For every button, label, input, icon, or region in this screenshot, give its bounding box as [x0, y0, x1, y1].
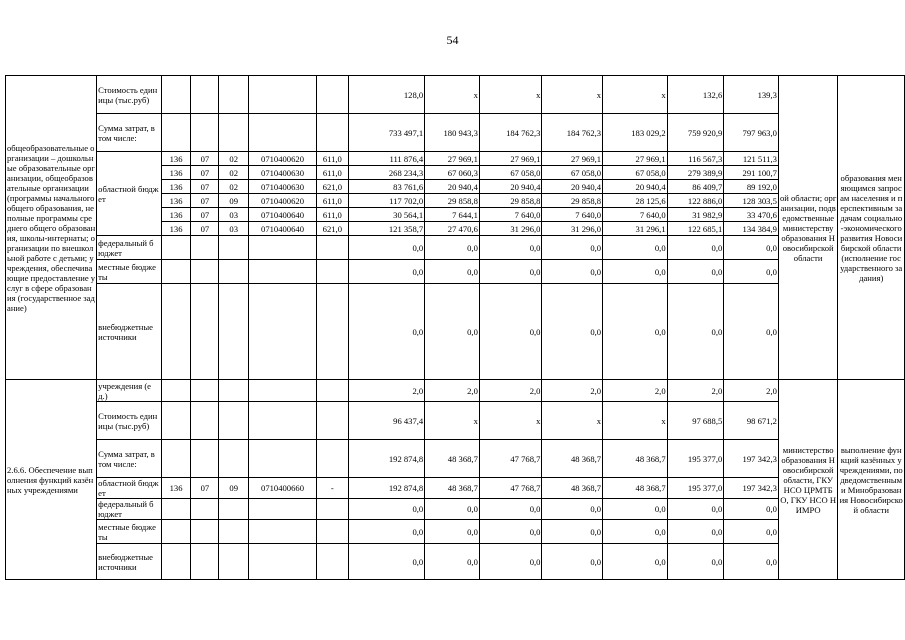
amount-cell: 20 940,4	[603, 180, 668, 194]
amount-cell: х	[603, 76, 668, 114]
expected-result-cell: выполнение функций казённых учреждениями, подведомственными Минобразования Новосибирской области	[838, 380, 905, 580]
funding-source-label: областной бюджет	[97, 152, 161, 236]
amount-cell: 0,0	[425, 520, 480, 544]
section-code-cell	[191, 544, 219, 580]
subsection-code-cell: 03	[219, 208, 249, 222]
amount-cell: 0,0	[425, 284, 480, 380]
subsection-code-cell	[219, 499, 249, 520]
amount-cell: 0,0	[479, 236, 542, 260]
amount-cell: 48 368,7	[542, 478, 603, 499]
subsection-code-cell	[219, 260, 249, 284]
amount-cell: 180 943,3	[425, 114, 480, 152]
table-row	[6, 260, 905, 284]
executor-cell: ой области; организации, подведомственные министерству образования Новосибирской области	[778, 76, 838, 380]
subsection-code-cell	[219, 520, 249, 544]
amount-cell: 0,0	[542, 544, 603, 580]
subsection-code-cell	[219, 236, 249, 260]
amount-cell: 20 940,4	[479, 180, 542, 194]
amount-cell: 197 342,3	[724, 478, 779, 499]
amount-cell: 0,0	[603, 236, 668, 260]
grbs-code-cell	[161, 114, 191, 152]
target-article-cell: 0710400630	[249, 166, 317, 180]
section-code-cell	[191, 499, 219, 520]
subsection-code-cell: 03	[219, 222, 249, 236]
section-code-cell: 07	[191, 194, 219, 208]
executor-cell: министерство образования Новосибирской области, ГКУ НСО ЦРМТБО, ГКУ НСО НИМРО	[778, 380, 838, 580]
amount-cell: 20 940,4	[542, 180, 603, 194]
target-article-cell: 0710400640	[249, 222, 317, 236]
amount-cell: 0,0	[348, 284, 424, 380]
expense-type-cell: 611,0	[316, 208, 348, 222]
subsection-code-cell	[219, 440, 249, 478]
expense-type-cell	[316, 114, 348, 152]
budget-table	[5, 75, 905, 580]
amount-cell: 0,0	[348, 236, 424, 260]
amount-cell: 0,0	[542, 260, 603, 284]
target-article-cell: 0710400620	[249, 152, 317, 166]
expense-type-cell	[316, 260, 348, 284]
amount-cell: 0,0	[479, 499, 542, 520]
expense-type-cell: 611,0	[316, 152, 348, 166]
expense-type-cell	[316, 402, 348, 440]
amount-cell: 0,0	[603, 284, 668, 380]
activity-name-cell: общеобразовательные организации – дошкольные образовательные организации, общеобразовательные организации (программы начального общего образования, неполные программы среднего общего образования, школы-интернаты; организации по внешкольной работе с детьми; учреждения, обеспечивающие предоставление услуг в сфере образования (государственное задание)	[6, 76, 97, 380]
target-article-cell	[249, 114, 317, 152]
amount-cell: 48 368,7	[603, 440, 668, 478]
subsection-code-cell	[219, 402, 249, 440]
amount-cell: 0,0	[667, 520, 724, 544]
amount-cell: 192 874,8	[348, 478, 424, 499]
amount-cell: 2,0	[348, 380, 424, 402]
subsection-code-cell	[219, 76, 249, 114]
amount-cell: 192 874,8	[348, 440, 424, 478]
amount-cell: 31 296,0	[479, 222, 542, 236]
amount-cell: 195 377,0	[667, 478, 724, 499]
amount-cell: 121 358,7	[348, 222, 424, 236]
amount-cell: 0,0	[724, 236, 779, 260]
amount-cell: 128 303,5	[724, 194, 779, 208]
section-code-cell	[191, 440, 219, 478]
amount-cell: 0,0	[667, 260, 724, 284]
amount-cell: 0,0	[348, 260, 424, 284]
amount-cell: 797 963,0	[724, 114, 779, 152]
grbs-code-cell	[161, 520, 191, 544]
grbs-code-cell: 136	[161, 222, 191, 236]
amount-cell: 0,0	[425, 499, 480, 520]
expense-type-cell	[316, 499, 348, 520]
amount-cell: 0,0	[603, 260, 668, 284]
target-article-cell	[249, 236, 317, 260]
amount-cell: 0,0	[542, 499, 603, 520]
amount-cell: 0,0	[542, 520, 603, 544]
section-code-cell	[191, 520, 219, 544]
amount-cell: 31 982,9	[667, 208, 724, 222]
amount-cell: 29 858,8	[425, 194, 480, 208]
expense-type-cell	[316, 236, 348, 260]
target-article-cell	[249, 284, 317, 380]
amount-cell: 96 437,4	[348, 402, 424, 440]
amount-cell: 29 858,8	[479, 194, 542, 208]
amount-cell: 134 384,9	[724, 222, 779, 236]
amount-cell: 0,0	[724, 260, 779, 284]
expense-type-cell	[316, 380, 348, 402]
table-row	[6, 284, 905, 380]
amount-cell: 27 969,1	[603, 152, 668, 166]
amount-cell: 0,0	[348, 520, 424, 544]
table-row	[6, 76, 905, 114]
amount-cell: 83 761,6	[348, 180, 424, 194]
amount-cell: х	[542, 76, 603, 114]
amount-cell: 0,0	[425, 544, 480, 580]
amount-cell: 33 470,6	[724, 208, 779, 222]
amount-cell: 0,0	[479, 544, 542, 580]
amount-cell: 128,0	[348, 76, 424, 114]
amount-cell: 48 368,7	[603, 478, 668, 499]
grbs-code-cell	[161, 76, 191, 114]
amount-cell: 0,0	[542, 284, 603, 380]
grbs-code-cell: 136	[161, 180, 191, 194]
funding-source-label: Стоимость единицы (тыс.руб)	[97, 402, 161, 440]
amount-cell: 0,0	[479, 284, 542, 380]
amount-cell: 0,0	[724, 544, 779, 580]
subsection-code-cell	[219, 380, 249, 402]
amount-cell: х	[542, 402, 603, 440]
table-row	[6, 440, 905, 478]
section-code-cell: 07	[191, 478, 219, 499]
amount-cell: 0,0	[425, 260, 480, 284]
amount-cell: 139,3	[724, 76, 779, 114]
table-row	[6, 114, 905, 152]
subsection-code-cell	[219, 114, 249, 152]
target-article-cell	[249, 380, 317, 402]
amount-cell: 30 564,1	[348, 208, 424, 222]
amount-cell: 89 192,0	[724, 180, 779, 194]
amount-cell: 2,0	[425, 380, 480, 402]
section-code-cell	[191, 236, 219, 260]
amount-cell: 20 940,4	[425, 180, 480, 194]
amount-cell: 0,0	[667, 284, 724, 380]
amount-cell: 121 511,3	[724, 152, 779, 166]
expense-type-cell	[316, 544, 348, 580]
subsection-code-cell: 02	[219, 152, 249, 166]
target-article-cell	[249, 76, 317, 114]
grbs-code-cell	[161, 236, 191, 260]
amount-cell: 117 702,0	[348, 194, 424, 208]
amount-cell: 48 368,7	[542, 440, 603, 478]
subsection-code-cell: 09	[219, 478, 249, 499]
grbs-code-cell	[161, 499, 191, 520]
subsection-code-cell: 02	[219, 166, 249, 180]
amount-cell: 2,0	[667, 380, 724, 402]
amount-cell: х	[479, 402, 542, 440]
grbs-code-cell: 136	[161, 208, 191, 222]
amount-cell: 0,0	[667, 544, 724, 580]
grbs-code-cell: 136	[161, 152, 191, 166]
grbs-code-cell	[161, 402, 191, 440]
target-article-cell: 0710400620	[249, 194, 317, 208]
amount-cell: 0,0	[479, 260, 542, 284]
amount-cell: 67 058,0	[603, 166, 668, 180]
amount-cell: 47 768,7	[479, 440, 542, 478]
amount-cell: 2,0	[479, 380, 542, 402]
amount-cell: 132,6	[667, 76, 724, 114]
amount-cell: 97 688,5	[667, 402, 724, 440]
amount-cell: 291 100,7	[724, 166, 779, 180]
amount-cell: 184 762,3	[479, 114, 542, 152]
funding-source-label: учреждения (ед.)	[97, 380, 161, 402]
grbs-code-cell: 136	[161, 478, 191, 499]
amount-cell: 67 058,0	[542, 166, 603, 180]
table-row	[6, 544, 905, 580]
amount-cell: 2,0	[724, 380, 779, 402]
subsection-code-cell	[219, 544, 249, 580]
expense-type-cell: 621,0	[316, 222, 348, 236]
section-code-cell: 07	[191, 152, 219, 166]
amount-cell: х	[603, 402, 668, 440]
amount-cell: 0,0	[479, 520, 542, 544]
expense-type-cell	[316, 520, 348, 544]
amount-cell: 122 886,0	[667, 194, 724, 208]
amount-cell: 28 125,6	[603, 194, 668, 208]
amount-cell: 759 920,9	[667, 114, 724, 152]
grbs-code-cell	[161, 284, 191, 380]
amount-cell: 0,0	[724, 284, 779, 380]
subsection-code-cell: 09	[219, 194, 249, 208]
grbs-code-cell	[161, 260, 191, 284]
section-code-cell	[191, 76, 219, 114]
funding-source-label: внебюджетные источники	[97, 544, 161, 580]
amount-cell: 27 470,6	[425, 222, 480, 236]
amount-cell: х	[425, 402, 480, 440]
amount-cell: 122 685,1	[667, 222, 724, 236]
section-code-cell	[191, 114, 219, 152]
amount-cell: 47 768,7	[479, 478, 542, 499]
amount-cell: 27 969,1	[542, 152, 603, 166]
funding-source-label: местные бюджеты	[97, 520, 161, 544]
funding-source-label: областной бюджет	[97, 478, 161, 499]
amount-cell: 0,0	[603, 544, 668, 580]
table-row	[6, 380, 905, 402]
grbs-code-cell	[161, 380, 191, 402]
expense-type-cell	[316, 440, 348, 478]
amount-cell: 0,0	[542, 236, 603, 260]
amount-cell: 0,0	[667, 499, 724, 520]
target-article-cell: 0710400640	[249, 208, 317, 222]
amount-cell: 31 296,1	[603, 222, 668, 236]
amount-cell: 7 640,0	[479, 208, 542, 222]
amount-cell: 48 368,7	[425, 478, 480, 499]
section-code-cell	[191, 402, 219, 440]
expected-result-cell: образования меняющимся запросам населения и перспективным задачам социально-экономического развития Новосибирской области (исполнение государственного задания)	[838, 76, 905, 380]
table-row	[6, 402, 905, 440]
section-code-cell: 07	[191, 208, 219, 222]
target-article-cell	[249, 520, 317, 544]
amount-cell: 2,0	[603, 380, 668, 402]
amount-cell: 31 296,0	[542, 222, 603, 236]
activity-name-cell: 2.6.6. Обеспечение выполнения функций казённых учреждениями	[6, 380, 97, 580]
funding-source-label: федеральный бюджет	[97, 236, 161, 260]
amount-cell: 67 058,0	[479, 166, 542, 180]
funding-source-label: Сумма затрат, в том числе:	[97, 114, 161, 152]
page-number: 54	[446, 33, 459, 47]
amount-cell: 0,0	[603, 499, 668, 520]
expense-type-cell: -	[316, 478, 348, 499]
amount-cell: 27 969,1	[425, 152, 480, 166]
table-row	[6, 236, 905, 260]
funding-source-label: местные бюджеты	[97, 260, 161, 284]
grbs-code-cell	[161, 544, 191, 580]
table-row	[6, 499, 905, 520]
amount-cell: 48 368,7	[425, 440, 480, 478]
funding-source-label: Сумма затрат, в том числе:	[97, 440, 161, 478]
amount-cell: 7 644,1	[425, 208, 480, 222]
amount-cell: 0,0	[603, 520, 668, 544]
amount-cell: 279 389,9	[667, 166, 724, 180]
target-article-cell	[249, 260, 317, 284]
amount-cell: 111 876,4	[348, 152, 424, 166]
target-article-cell	[249, 402, 317, 440]
amount-cell: 29 858,8	[542, 194, 603, 208]
amount-cell: 0,0	[724, 520, 779, 544]
subsection-code-cell: 02	[219, 180, 249, 194]
section-code-cell	[191, 260, 219, 284]
amount-cell: 0,0	[348, 499, 424, 520]
amount-cell: 86 409,7	[667, 180, 724, 194]
expense-type-cell: 611,0	[316, 194, 348, 208]
expense-type-cell	[316, 284, 348, 380]
amount-cell: х	[479, 76, 542, 114]
target-article-cell: 0710400660	[249, 478, 317, 499]
expense-type-cell: 611,0	[316, 166, 348, 180]
amount-cell: 27 969,1	[479, 152, 542, 166]
table-row	[6, 520, 905, 544]
amount-cell: 0,0	[348, 544, 424, 580]
grbs-code-cell	[161, 440, 191, 478]
amount-cell: 98 671,2	[724, 402, 779, 440]
amount-cell: 7 640,0	[603, 208, 668, 222]
funding-source-label: федеральный бюджет	[97, 499, 161, 520]
amount-cell: 197 342,3	[724, 440, 779, 478]
amount-cell: 116 567,3	[667, 152, 724, 166]
grbs-code-cell: 136	[161, 194, 191, 208]
amount-cell: 184 762,3	[542, 114, 603, 152]
section-code-cell	[191, 284, 219, 380]
subsection-code-cell	[219, 284, 249, 380]
target-article-cell	[249, 499, 317, 520]
table-row	[6, 152, 905, 166]
amount-cell: 0,0	[724, 499, 779, 520]
section-code-cell: 07	[191, 222, 219, 236]
amount-cell: 268 234,3	[348, 166, 424, 180]
amount-cell: 183 029,2	[603, 114, 668, 152]
amount-cell: 7 640,0	[542, 208, 603, 222]
grbs-code-cell: 136	[161, 166, 191, 180]
amount-cell: 2,0	[542, 380, 603, 402]
amount-cell: 0,0	[667, 236, 724, 260]
amount-cell: 67 060,3	[425, 166, 480, 180]
target-article-cell: 0710400630	[249, 180, 317, 194]
amount-cell: х	[425, 76, 480, 114]
section-code-cell: 07	[191, 166, 219, 180]
funding-source-label: внебюджетные источники	[97, 284, 161, 380]
funding-source-label: Стоимость единицы (тыс.руб)	[97, 76, 161, 114]
table-row	[6, 478, 905, 499]
amount-cell: 195 377,0	[667, 440, 724, 478]
amount-cell: 733 497,1	[348, 114, 424, 152]
amount-cell: 0,0	[425, 236, 480, 260]
expense-type-cell: 621,0	[316, 180, 348, 194]
section-code-cell: 07	[191, 180, 219, 194]
target-article-cell	[249, 544, 317, 580]
expense-type-cell	[316, 76, 348, 114]
target-article-cell	[249, 440, 317, 478]
section-code-cell	[191, 380, 219, 402]
